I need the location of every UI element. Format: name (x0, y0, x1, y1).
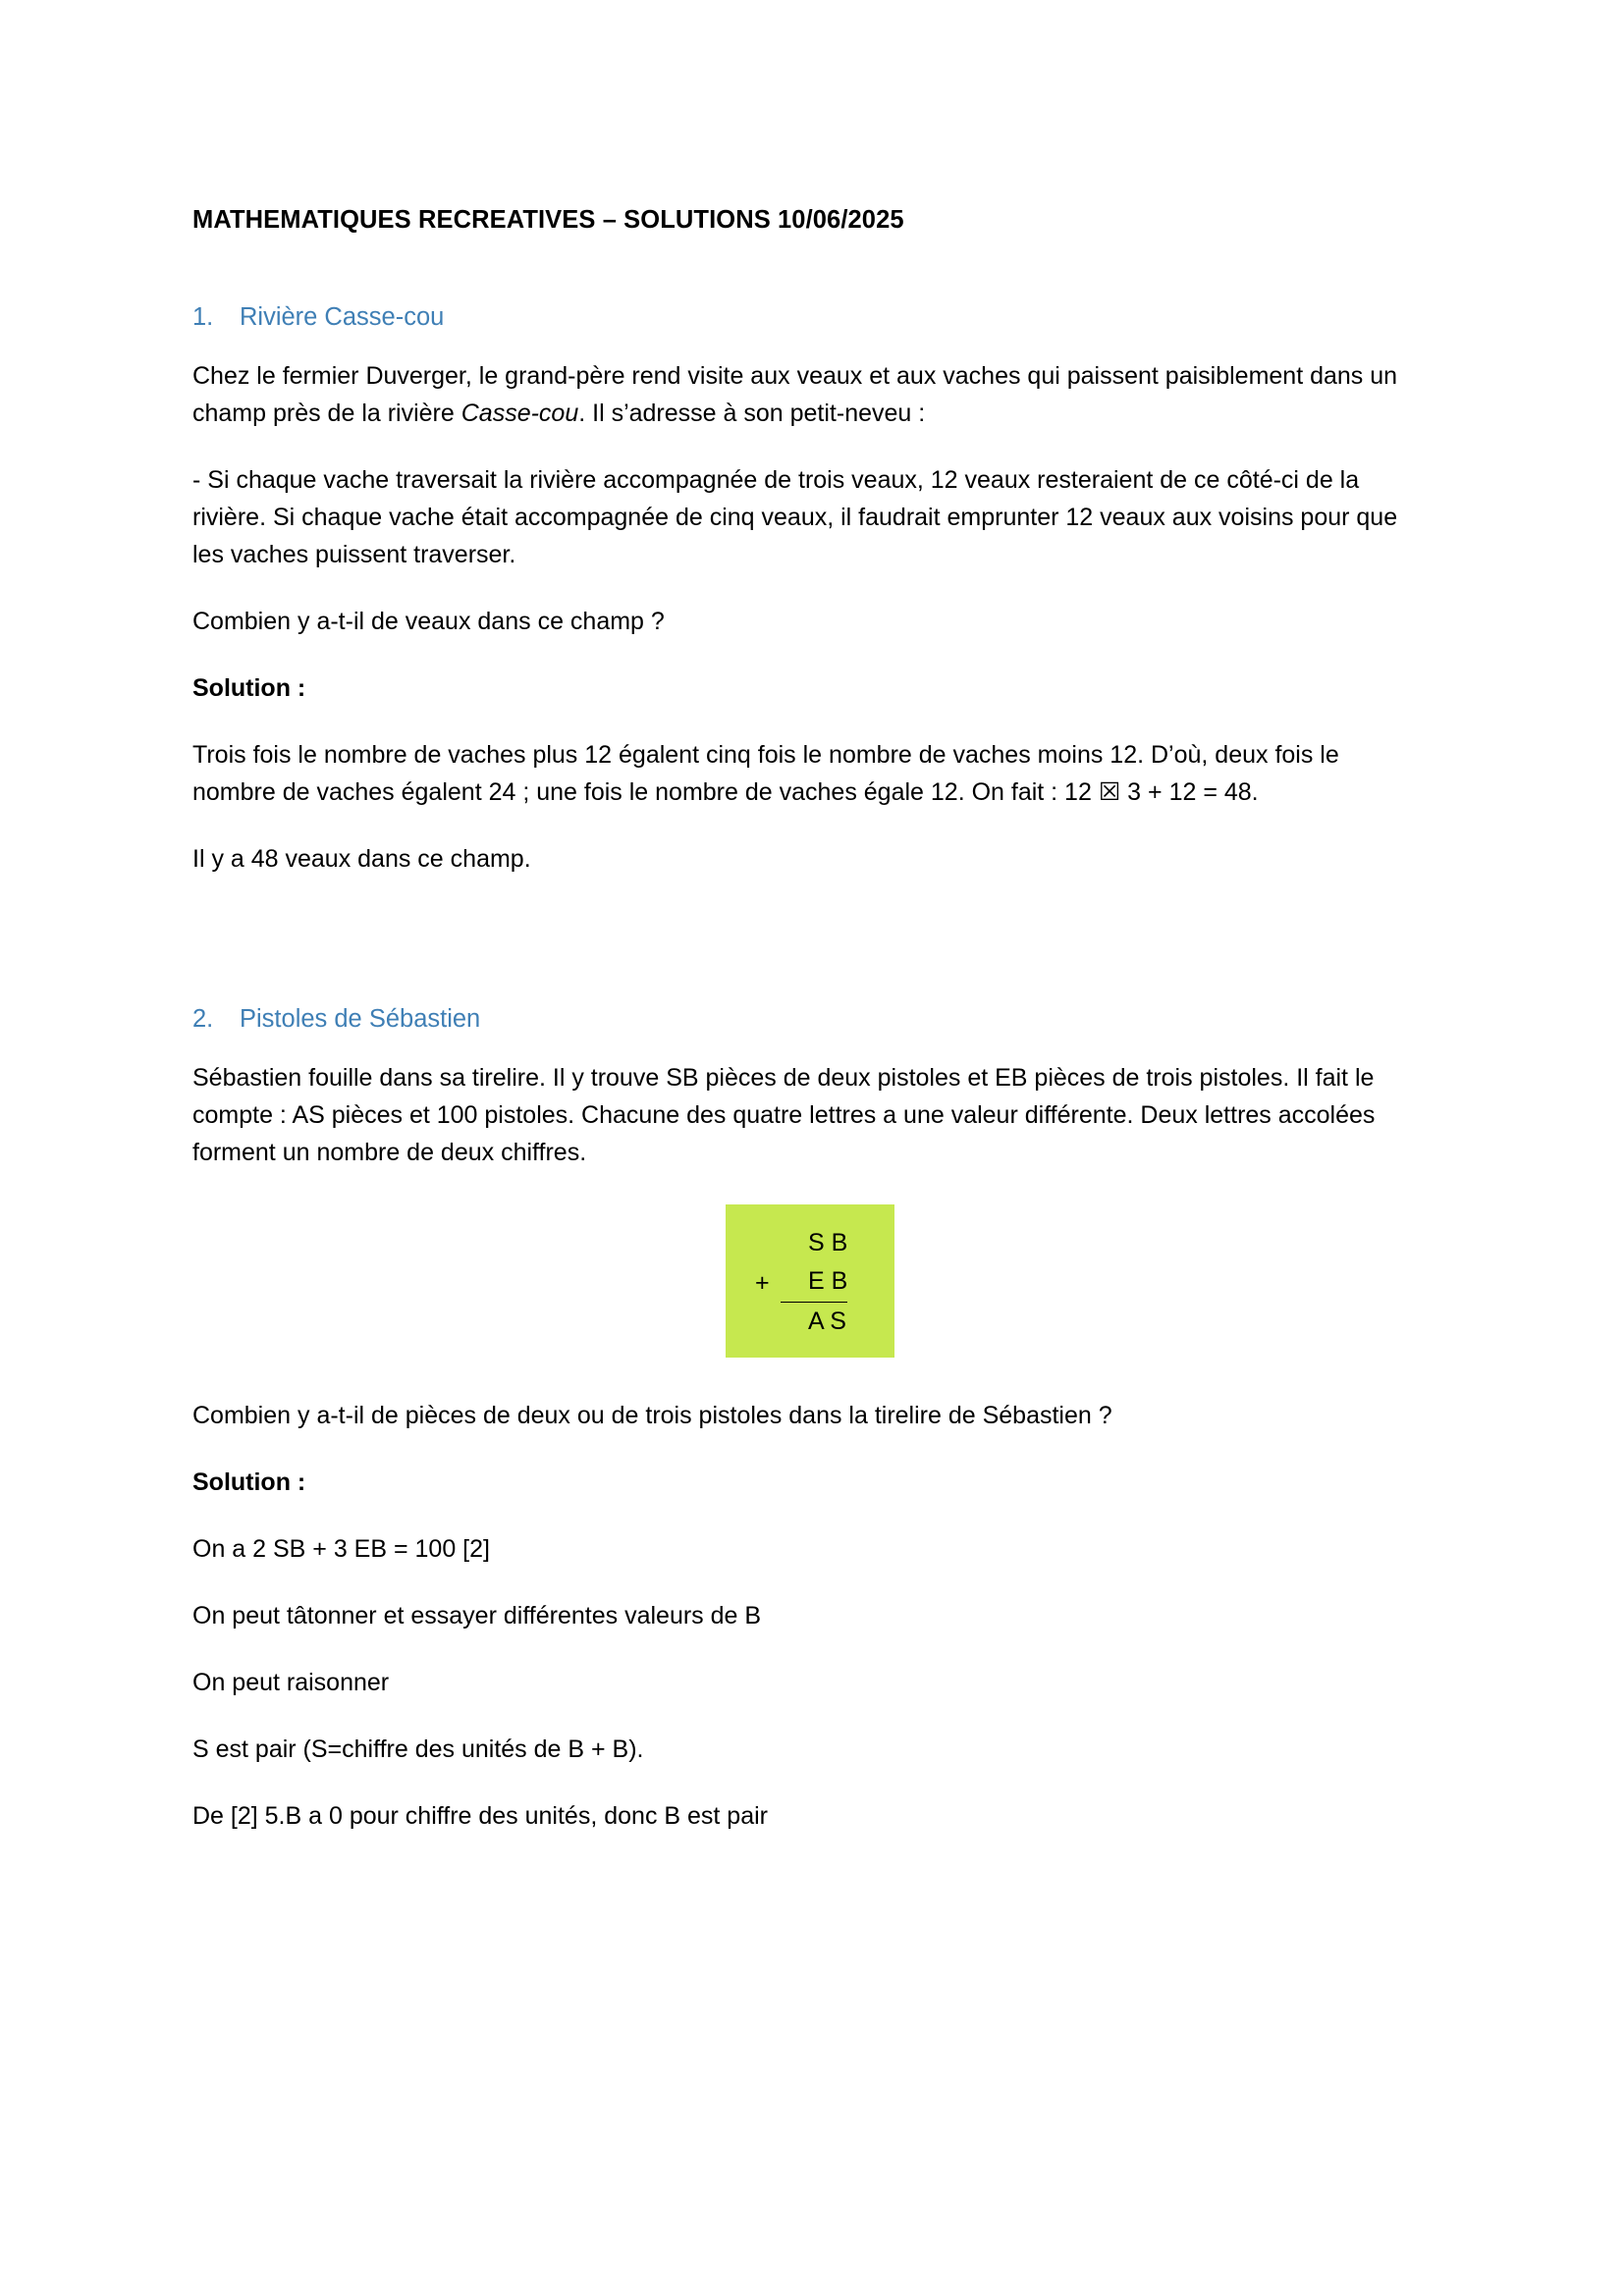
cryptarithm-row-2 (755, 1262, 865, 1303)
page-title: MATHEMATIQUES RECREATIVES – SOLUTIONS 10/06/2025 (192, 206, 904, 234)
cryptarithm-value-3: A S (808, 1307, 846, 1335)
section-2-intro: Sébastien fouille dans sa tirelire. Il y trouve SB pièces de deux pistoles et EB pièces de trois pistoles. Il fait le compte : AS pièces et 100 pistoles. Chacune des quatre lettres a une valeur différente. Deux lettres accolées forment un nombre de deux chiffres. (192, 1064, 1376, 1166)
section-1-paragraph-2: - Si chaque vache traversait la rivière accompagnée de trois veaux, 12 veaux resteraient de ce côté-ci de la rivière. Si chaque vache était accompagnée de cinq veaux, il faudrait emprunter 12 veaux aux voisins pour que les vaches puissent traverser. (192, 466, 1398, 568)
section-2-question: Combien y a-t-il de pièces de deux ou de trois pistoles dans la tirelire de Sébastien ? (192, 1402, 1112, 1430)
section-number-1: 1. (192, 303, 214, 331)
section-title-1: Rivière Casse-cou (240, 303, 445, 331)
section-1-conclusion: Il y a 48 veaux dans ce champ. (192, 845, 531, 873)
section-2-solution-line-5: De [2] 5.B a 0 pour chiffre des unités, donc B est pair (192, 1802, 768, 1831)
section-heading-1 (192, 303, 1428, 332)
cryptarithm-value-1: S B (808, 1229, 848, 1256)
section-2-solution-line-2: On peut tâtonner et essayer différentes valeurs de B (192, 1602, 762, 1630)
section-1-question: Combien y a-t-il de veaux dans ce champ ? (192, 608, 665, 635)
section-spacer (192, 878, 1428, 936)
cryptarithm-figure (192, 1204, 1428, 1358)
s1-p1-part1: Chez le fermier Duverger, le grand-père rend visite aux veaux et aux vaches qui paissent paisiblement dans un champ près de la rivière (192, 362, 1398, 427)
cryptarithm-sign-2: + (755, 1268, 770, 1297)
s1-p1-part3: . Il s’adresse à son petit-neveu : (578, 400, 926, 427)
section-1-solution-label: Solution : (192, 674, 306, 702)
section-2-solution-line-3: On peut raisonner (192, 1669, 390, 1697)
cryptarithm-sign-1 (755, 1224, 781, 1262)
section-2-solution-label: Solution : (192, 1468, 306, 1497)
section-2-solution-line-1: On a 2 SB + 3 EB = 100 [2] (192, 1535, 490, 1564)
section-2-solution-line-4: S est pair (S=chiffre des unités de B + B). (192, 1735, 644, 1764)
section-heading-2 (192, 1005, 1428, 1034)
cryptarithm-box (726, 1204, 894, 1358)
section-1-paragraph-1 (192, 357, 1428, 432)
cryptarithm-value-2: E B (781, 1262, 847, 1303)
section-title-2: Pistoles de Sébastien (240, 1005, 481, 1033)
cryptarithm-sign-3 (755, 1303, 781, 1341)
cryptarithm-row-3 (755, 1303, 865, 1341)
section-1-solution-body: Trois fois le nombre de vaches plus 12 égalent cinq fois le nombre de vaches moins 12. D’où, deux fois le nombre de vaches égalent 24 ; une fois le nombre de vaches égale 12. On fait : 12 ☒ 3 + 12 = 48. (192, 741, 1339, 806)
cryptarithm-row-1 (755, 1224, 865, 1262)
s1-p1-italic: Casse-cou (460, 400, 579, 427)
section-number-2: 2. (192, 1005, 214, 1033)
